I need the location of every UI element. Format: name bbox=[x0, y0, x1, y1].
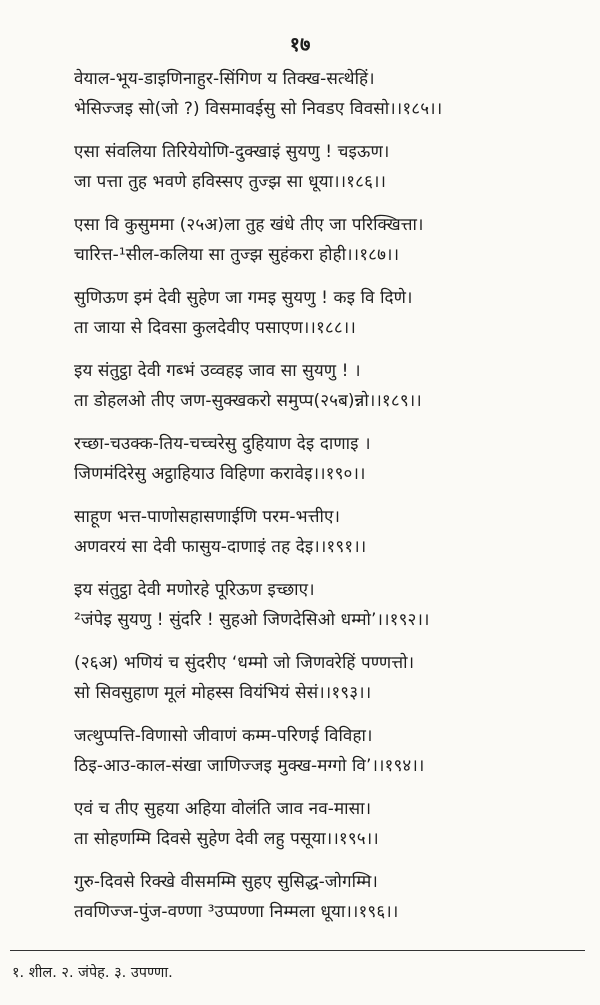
verse-line: जा पत्ता तुह भवणे हविस्सए तुज्झ सा धूया।।१८६।। bbox=[74, 172, 387, 192]
verse-line: जत्थुप्पत्ति-विणासो जीवाणं कम्म-परिणई विविहा। bbox=[74, 726, 373, 746]
verse-line: वेयाल-भूय-डाइणिनाहुर-सिंगिण य तिक्ख-सत्थेहिं। bbox=[74, 69, 375, 89]
stanza-187 bbox=[74, 210, 584, 270]
verse-line: जिणमंदिरेसु अट्ठाहियाउ विहिणा करावेइ।।१९०।। bbox=[74, 464, 366, 484]
footnote-divider bbox=[10, 950, 585, 951]
verse-line: एसा संवलिया तिरियेयोणि-दुक्खाइं सुयणु ! चइऊण। bbox=[74, 142, 390, 162]
footnote: १. शील. २. जंपेह. ३. उपण्णा. bbox=[12, 965, 173, 981]
verse-line: ता डोहलओ तीए जण-सुक्खकरो समुप्प(२५ब)न्नो।।१८९।। bbox=[74, 391, 422, 411]
stanza-194 bbox=[74, 721, 584, 781]
stanza-190 bbox=[74, 429, 584, 489]
verse-line: सो सिवसुहाण मूलं मोहस्स वियंभियं सेसं।।१९३।। bbox=[74, 683, 372, 703]
verse-line: ठिइ-आउ-काल-संखा जाणिज्जइ मुक्ख-मग्गो वि’।।१९४।। bbox=[74, 756, 425, 776]
stanza-195 bbox=[74, 794, 584, 854]
stanza-185 bbox=[74, 64, 584, 124]
page-number: १७ bbox=[289, 32, 311, 56]
verse-line: तवणिज्ज-पुंज-वण्णा ³उप्पण्णा निम्मला धूया।।१९६।। bbox=[74, 902, 399, 922]
stanza-189 bbox=[74, 356, 584, 416]
stanza-191 bbox=[74, 502, 584, 562]
verse-line: रच्छा-चउक्क-तिय-चच्चरेसु दुहियाण देइ दाणाइ । bbox=[74, 434, 371, 454]
verse-line: ²जंपेइ सुयणु ! सुंदरि ! सुहओ जिणदेसिओ धम्मो’।।१९२।। bbox=[74, 610, 430, 630]
verse-line: इय संतुट्ठा देवी मणोरहे पूरिऊण इच्छाए। bbox=[74, 580, 315, 600]
verse-line: गुरु-दिवसे रिक्खे वीसमम्मि सुहए सुसिद्ध-जोगम्मि। bbox=[74, 872, 378, 892]
verse-line: अणवरयं सा देवी फासुय-दाणाइं तह देइ।।१९१।। bbox=[74, 537, 367, 557]
stanza-186 bbox=[74, 137, 584, 197]
verse-list bbox=[74, 64, 584, 940]
stanza-192 bbox=[74, 575, 584, 635]
verse-line: एसा वि कुसुममा (२५अ)ला तुह खंधे तीए जा परिक्खित्ता। bbox=[74, 215, 424, 235]
stanza-188 bbox=[74, 283, 584, 343]
verse-line: (२६अ) भणियं च सुंदरीए ‘धम्मो जो जिणवरेहिं पण्णत्तो। bbox=[74, 653, 415, 673]
verse-line: ता जाया से दिवसा कुलदेवीए पसाएण।।१८८।। bbox=[74, 318, 356, 338]
verse-line: चारित्त-¹सील-कलिया सा तुज्झ सुहंकरा होही।।१८७।। bbox=[74, 245, 400, 265]
verse-line: ता सोहणम्मि दिवसे सुहेण देवी लहु पसूया।।१९५।। bbox=[74, 829, 379, 849]
verse-line: सुणिऊण इमं देवी सुहेण जा गमइ सुयणु ! कइ वि दिणे। bbox=[74, 288, 413, 308]
verse-line: इय संतुट्ठा देवी गब्भं उव्वहइ जाव सा सुयणु ! । bbox=[74, 361, 361, 381]
stanza-193 bbox=[74, 648, 584, 708]
verse-line: साहूण भत्त-पाणोसहासणाईणि परम-भत्तीए। bbox=[74, 507, 341, 527]
verse-line: एवं च तीए सुहया अहिया वोलंति जाव नव-मासा। bbox=[74, 799, 372, 819]
stanza-196 bbox=[74, 867, 584, 927]
verse-line: भेसिज्जइ सो(जो ?) विसमावईसु सो निवडए विवसो।।१८५।। bbox=[74, 99, 443, 119]
